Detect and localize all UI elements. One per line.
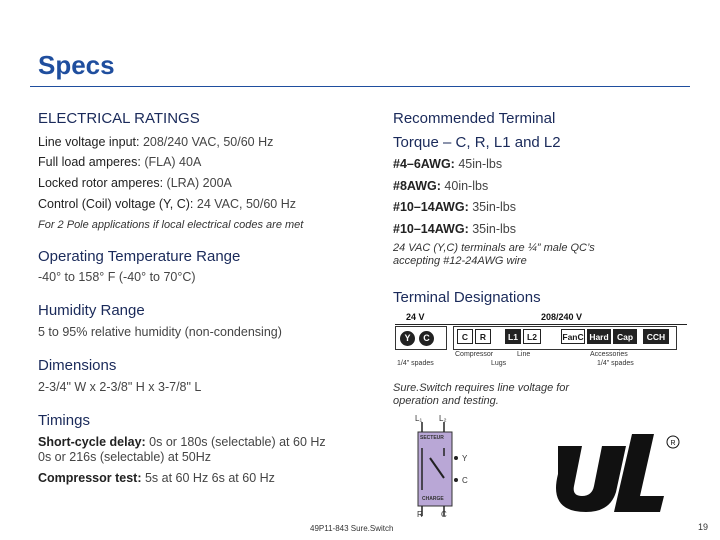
torque-note: 24 VAC (Y,C) terminals are ¼” male QC’s accepting #12-24AWG wire — [393, 242, 595, 267]
label-lugs: Lugs — [491, 360, 507, 367]
short-cycle-label: Short-cycle delay: — [38, 435, 146, 449]
lra — [38, 176, 232, 190]
terminal-fanc: FanC — [561, 329, 585, 344]
torque-row-awg: #10–14AWG: — [393, 222, 469, 236]
torque-row-value: 35in-lbs — [472, 222, 516, 236]
diagram-c: C — [462, 476, 468, 485]
control-voltage-label: Control (Coil) voltage (Y, C): — [38, 197, 194, 211]
terminal-cap: Cap — [613, 329, 637, 344]
footer-text: 49P11-843 Sure.Switch — [310, 524, 394, 533]
terminal-dot-y — [454, 456, 458, 460]
diagram-charge: CHARGE — [422, 496, 444, 502]
electrical-note: For 2 Pole applications if local electrical codes are met — [38, 219, 304, 231]
diagram-c-bottom: C — [441, 510, 447, 519]
operating-heading: Operating Temperature Range — [38, 248, 241, 265]
label-208-240v: 208/240 V — [541, 312, 583, 322]
torque-row — [393, 157, 502, 171]
terminal-designations-heading: Terminal Designations — [393, 289, 541, 306]
torque-row-awg: #10–14AWG: — [393, 200, 469, 214]
line-voltage-label: Line voltage input: — [38, 135, 140, 149]
compressor-test-label: Compressor test: — [38, 471, 142, 485]
torque-row-value: 35in-lbs — [472, 200, 516, 214]
diagram-y: Y — [462, 454, 468, 463]
fla-value: (FLA) 40A — [144, 155, 202, 169]
line-voltage — [38, 135, 273, 149]
compressor-test — [38, 471, 275, 485]
terminal-cch: CCH — [643, 329, 669, 344]
terminal-r: R — [475, 329, 491, 344]
dimensions-heading: Dimensions — [38, 357, 117, 374]
line-voltage-value: 208/240 VAC, 50/60 Hz — [142, 135, 274, 149]
lra-value: (LRA) 200A — [166, 176, 232, 190]
terminal-c: C — [419, 331, 434, 346]
wiring-diagram — [402, 414, 472, 520]
terminal-dot-c — [454, 478, 458, 482]
ul-logo-svg — [552, 430, 684, 516]
torque-heading-1: Recommended Terminal — [393, 110, 556, 127]
control-voltage — [38, 197, 296, 211]
terminal-strip-diagram — [395, 312, 685, 370]
label-24v: 24 V — [406, 312, 425, 322]
compressor-test-value: 5s at 60 Hz 6s at 60 Hz — [144, 471, 275, 485]
terminal-l1: L1 — [505, 329, 521, 344]
torque-row-value: 40in-lbs — [444, 179, 489, 193]
fla-label: Full load amperes: — [38, 155, 141, 169]
diagram-l2: L₂ — [439, 414, 447, 423]
terminal-strip-line — [395, 324, 687, 325]
label-spades-left: 1/4" spades — [397, 360, 434, 367]
short-cycle-value: 0s or 180s (selectable) at 60 Hz — [149, 435, 326, 449]
page-number: 19 — [698, 522, 709, 532]
humidity-heading: Humidity Range — [38, 302, 145, 319]
line-voltage-note: Sure.Switch requires line voltage for operation and testing. — [393, 382, 570, 407]
short-cycle-value-50hz: 0s or 216s (selectable) at 50Hz — [38, 450, 212, 464]
humidity-value: 5 to 95% relative humidity (non-condensing) — [38, 325, 282, 339]
lra-label: Locked rotor amperes: — [38, 176, 164, 190]
ul-logo-u-shape — [556, 446, 626, 512]
diagram-r: R — [417, 510, 423, 519]
diagram-secteur: SECTEUR — [420, 435, 444, 441]
electrical-heading: ELECTRICAL RATINGS — [38, 110, 200, 127]
page-title: Specs — [38, 50, 115, 80]
control-voltage-value: 24 VAC, 50/60 Hz — [196, 197, 297, 211]
torque-row — [393, 222, 516, 236]
terminal-y: Y — [400, 331, 415, 346]
registered-mark-r: R — [670, 440, 676, 447]
operating-value: -40° to 158° F (-40° to 70°C) — [38, 270, 196, 284]
terminal-c-compressor: C — [457, 329, 473, 344]
wiring-diagram-svg — [402, 418, 472, 520]
torque-row — [393, 179, 488, 193]
label-compressor: Compressor — [455, 351, 494, 358]
ul-logo-l-shape — [614, 434, 664, 512]
torque-heading-2: Torque – C, R, L1 and L2 — [393, 134, 561, 151]
ul-listing-logo — [552, 430, 684, 516]
label-line: Line — [517, 351, 531, 358]
label-spades-right: 1/4" spades — [597, 360, 634, 367]
torque-row-awg: #8AWG: — [393, 179, 441, 193]
diagram-l1: L₁ — [415, 414, 423, 423]
torque-row-awg: #4–6AWG: — [393, 157, 455, 171]
dimensions-value: 2-3/4" W x 2-3/8" H x 3-7/8" L — [38, 380, 202, 394]
terminal-hard: Hard — [587, 329, 611, 344]
switch-housing — [418, 432, 452, 506]
label-accessories: Accessories — [590, 351, 628, 358]
torque-row-value: 45in-lbs — [458, 157, 503, 171]
fla — [38, 155, 201, 169]
short-cycle-delay — [38, 435, 326, 449]
title-divider — [30, 86, 690, 87]
timings-heading: Timings — [38, 412, 90, 429]
torque-row — [393, 200, 516, 214]
terminal-l2: L2 — [523, 329, 541, 344]
